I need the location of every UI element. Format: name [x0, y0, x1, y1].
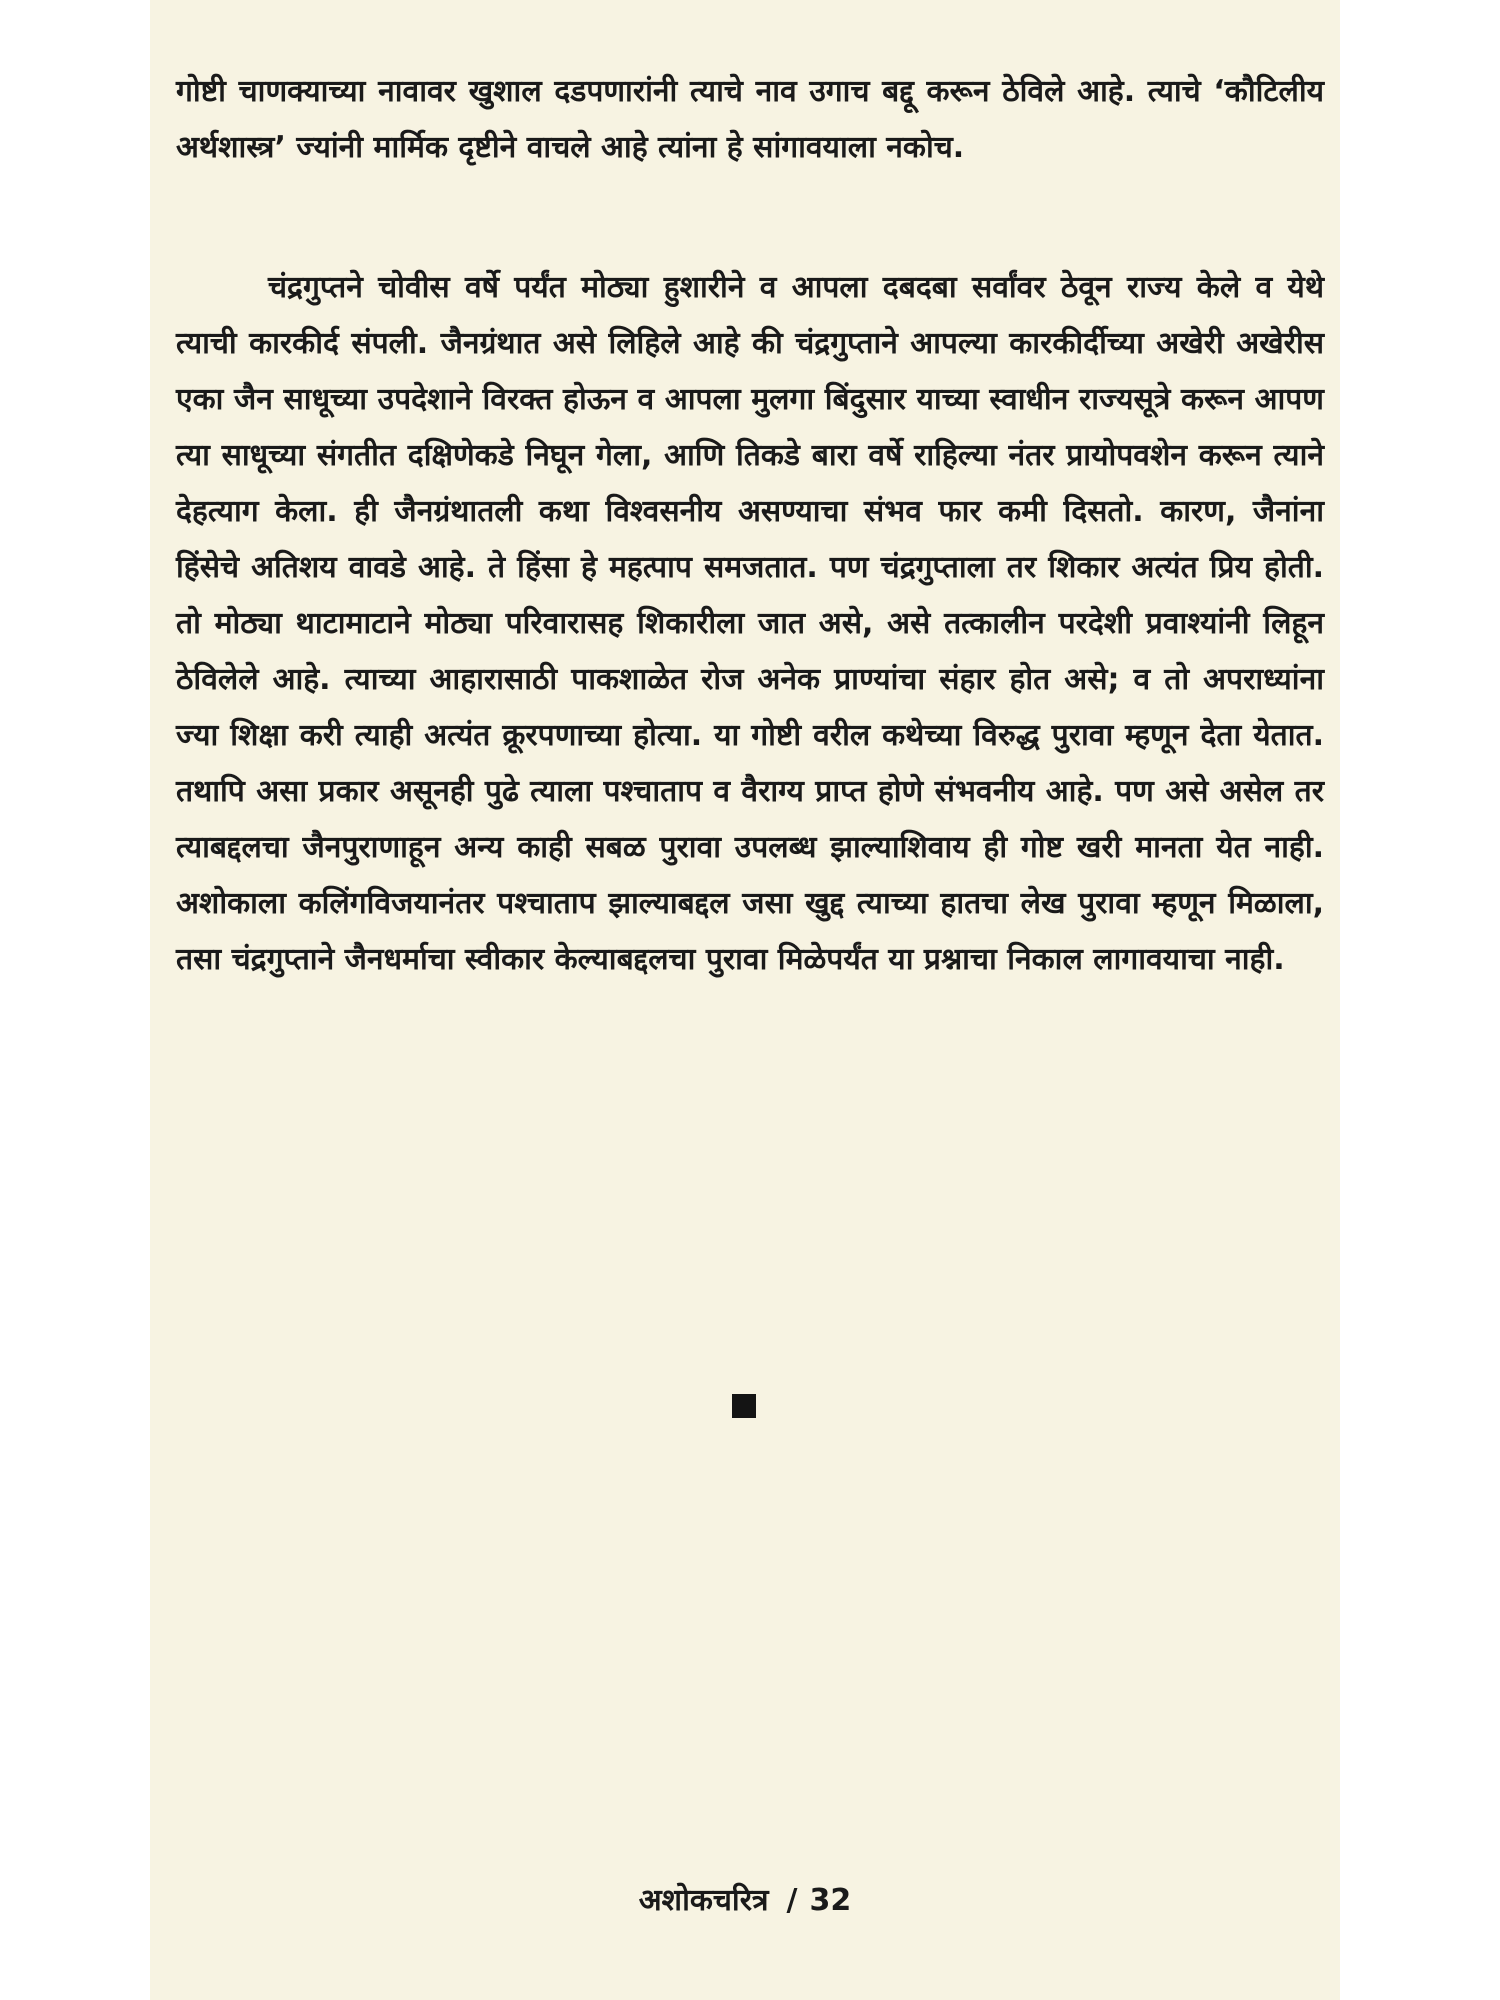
- book-page: [150, 0, 1340, 2000]
- page-number: 32: [809, 1883, 852, 1918]
- paragraph-chandragupta: चंद्रगुप्तने चोवीस वर्षे पर्यंत मोठ्या हुशारीने व आपला दबदबा सर्वांवर ठेवून राज्य केले व येथे त्याची कारकीर्द संपली. जैनग्रंथात असे लिहिले आहे की चंद्रगुप्ताने आपल्या कारकीर्दीच्या अखेरी अखेरीस एका जैन साधूच्या उपदेशाने विरक्त होऊन व आपला मुलगा बिंदुसार याच्या स्वाधीन राज्यसूत्रे करून आपण त्या साधूच्या संगतीत दक्षिणेकडे निघून गेला, आणि तिकडे बारा वर्षे राहिल्या नंतर प्रायोपवशेन करून त्याने देहत्याग केला. ही जैनग्रंथातली कथा विश्वसनीय असण्याचा संभव फार कमी दिसतो. कारण, जैनांना हिंसेचे अतिशय वावडे आहे. ते हिंसा हे महत्पाप समजतात. पण चंद्रगुप्ताला तर शिकार अत्यंत प्रिय होती. तो मोठ्या थाटामाटाने मोठ्या परिवारासह शिकारीला जात असे, असे तत्कालीन परदेशी प्रवाश्यांनी लिहून ठेविलेले आहे. त्याच्या आहारासाठी पाकशाळेत रोज अनेक प्राण्यांचा संहार होत असे; व तो अपराध्यांना ज्या शिक्षा करी त्याही अत्यंत क्रूरपणाच्या होत्या. या गोष्टी वरील कथेच्या विरुद्ध पुरावा म्हणून देता येतात. तथापि असा प्रकार असूनही पुढे त्याला पश्चाताप व वैराग्य प्राप्त होणे संभवनीय आहे. पण असे असेल तर त्याबद्दलचा जैनपुराणाहून अन्य काही सबळ पुरावा उपलब्ध झाल्याशिवाय ही गोष्ट खरी मानता येत नाही. अशोकाला कलिंगविजयानंतर पश्चाताप झाल्याबद्दल जसा खुद्द त्याच्या हातचा लेख पुरावा म्हणून मिळाला, तसा चंद्रगुप्ताने जैनधर्माचा स्वीकार केल्याबद्दलचा पुरावा मिळेपर्यंत या प्रश्नाचा निकाल लागावयाचा नाही.: [176, 270, 1324, 977]
- page-footer: [150, 1878, 1340, 1919]
- section-end-mark: [732, 1394, 756, 1418]
- paragraph-continuation: गोष्टी चाणक्याच्या नावावर खुशाल दडपणारांनी त्याचे नाव उगाच बद्दू करून ठेविले आहे. त्याचे ‘कौटिलीय अर्थशास्त्र’ ज्यांनी मार्मिक दृष्टीने वाचले आहे त्यांना हे सांगावयाला नकोच.: [176, 74, 1324, 165]
- book-title: अशोकचरित्र: [638, 1883, 769, 1918]
- footer-separator: /: [786, 1883, 798, 1918]
